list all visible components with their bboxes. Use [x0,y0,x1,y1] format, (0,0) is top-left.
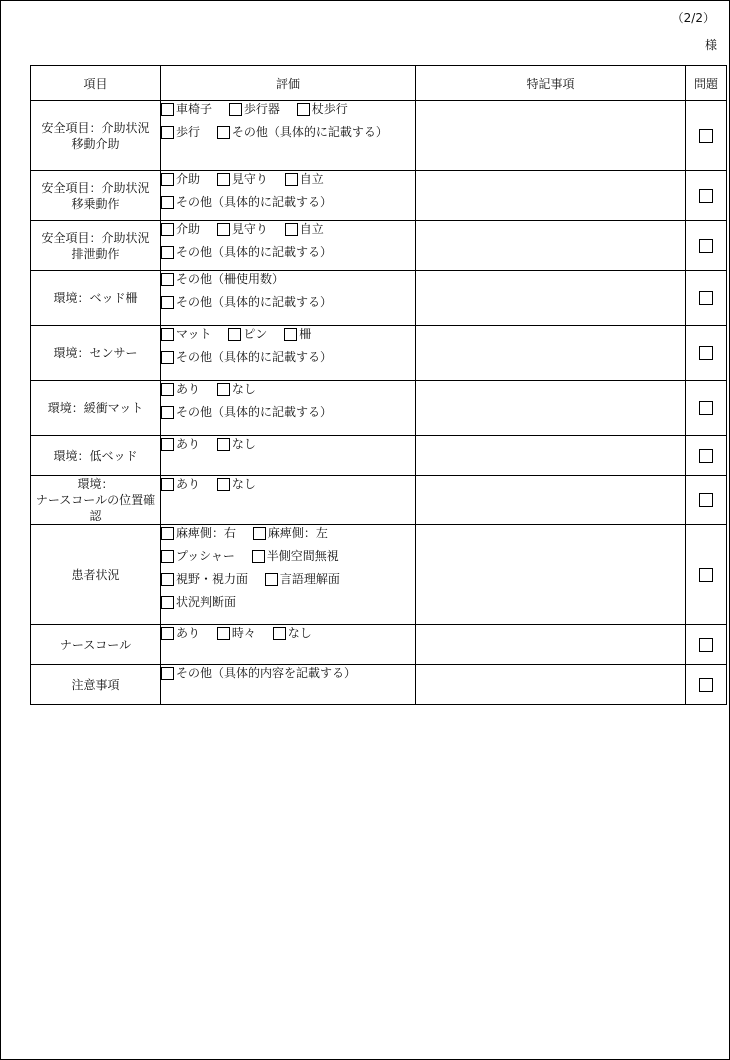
item-cell [31,476,161,525]
item-cell [31,436,161,476]
checkbox-icon[interactable] [161,667,174,680]
checkbox-icon[interactable] [161,596,174,609]
notes-cell[interactable] [416,271,686,326]
assessment-table [30,65,727,705]
checkbox-icon[interactable] [161,196,174,209]
option-checkbox[interactable]: マット [161,326,212,342]
item-cell [31,326,161,381]
table-row [31,436,727,476]
item-label: 患者状況 [71,567,120,582]
problem-checkbox[interactable] [699,678,713,692]
notes-cell[interactable] [416,221,686,271]
notes-cell[interactable] [416,436,686,476]
option-checkbox[interactable]: 麻痺側：左 [253,525,328,541]
checkbox-icon[interactable] [161,103,174,116]
table-row [31,476,727,525]
notes-cell[interactable] [416,525,686,625]
item-cell [31,665,161,705]
evaluation-cell [161,101,416,171]
item-label: 移動介助 [71,136,120,151]
patient-name-honorific: 様 [704,38,717,52]
problem-cell [686,326,727,381]
evaluation-cell [161,525,416,625]
checkbox-icon[interactable] [217,383,230,396]
item-label: 安全項目：介助状況 [41,230,150,245]
option-checkbox[interactable]: 歩行器 [229,101,280,117]
problem-cell [686,171,727,221]
checkbox-icon[interactable] [217,627,230,640]
evaluation-cell [161,171,416,221]
item-label: 環境：ベッド柵 [53,291,138,305]
header-item: 項目 [31,66,161,101]
page-number: （2/2） [671,11,715,25]
checkbox-icon[interactable] [161,296,174,309]
problem-checkbox[interactable] [699,346,713,360]
option-checkbox[interactable]: あり [161,436,200,452]
problem-checkbox[interactable] [699,129,713,143]
problem-cell [686,625,727,665]
checkbox-icon[interactable] [161,527,174,540]
table-header-row [31,66,727,101]
item-label: 環境：センサー [53,346,138,360]
checkbox-icon[interactable] [217,478,230,491]
problem-cell [686,381,727,436]
option-checkbox[interactable]: プッシャー [161,548,235,564]
evaluation-cell [161,665,416,705]
checkbox-icon[interactable] [161,438,174,451]
evaluation-cell [161,381,416,436]
item-label: 環境：緩衝マット [47,401,144,415]
notes-cell[interactable] [416,326,686,381]
notes-cell[interactable] [416,101,686,171]
checkbox-icon[interactable] [228,328,241,341]
checkbox-icon[interactable] [217,438,230,451]
option-checkbox[interactable]: 自立 [285,221,324,237]
option-checkbox[interactable]: その他（具体的に記載する） [161,244,332,260]
checkbox-icon[interactable] [285,223,298,236]
checkbox-icon[interactable] [161,383,174,396]
header-problem: 問題 [686,66,727,101]
problem-checkbox[interactable] [699,449,713,463]
problem-cell [686,665,727,705]
option-checkbox[interactable]: あり [161,476,200,492]
option-checkbox[interactable]: 半側空間無視 [252,548,339,564]
item-cell [31,271,161,326]
table-row [31,381,727,436]
option-checkbox[interactable]: その他（具体的内容を記載する） [161,665,356,681]
problem-cell [686,221,727,271]
notes-cell[interactable] [416,665,686,705]
notes-cell[interactable] [416,625,686,665]
option-checkbox[interactable]: 介助 [161,221,200,237]
checkbox-icon[interactable] [217,173,230,186]
option-checkbox[interactable]: なし [273,625,312,641]
item-cell [31,221,161,271]
notes-cell[interactable] [416,381,686,436]
option-checkbox[interactable]: その他（柵使用数） [161,271,284,287]
checkbox-icon[interactable] [161,273,174,286]
table-row [31,665,727,705]
option-checkbox[interactable]: 自立 [285,171,324,187]
checkbox-icon[interactable] [161,246,174,259]
checkbox-icon[interactable] [265,573,278,586]
problem-checkbox[interactable] [699,493,713,507]
option-checkbox[interactable]: その他（具体的に記載する） [161,349,332,365]
item-label: 移乗動作 [71,196,120,211]
item-label: 安全項目：介助状況 [41,120,150,135]
notes-cell[interactable] [416,171,686,221]
checkbox-icon[interactable] [273,627,286,640]
checkbox-icon[interactable] [297,103,310,116]
checkbox-icon[interactable] [285,173,298,186]
item-label: 環境： [77,477,114,491]
option-checkbox[interactable]: なし [217,381,256,397]
option-checkbox[interactable]: 見守り [217,171,268,187]
checkbox-icon[interactable] [161,573,174,586]
checkbox-icon[interactable] [217,126,230,139]
option-checkbox[interactable]: 車椅子 [161,101,212,117]
checkbox-icon[interactable] [217,223,230,236]
table-row [31,271,727,326]
checkbox-icon[interactable] [161,223,174,236]
problem-checkbox[interactable] [699,239,713,253]
item-label: ナースコール [59,637,132,652]
item-cell [31,171,161,221]
item-label: 環境：低ベッド [53,448,138,463]
item-cell [31,625,161,665]
item-label: 安全項目：介助状況 [41,180,150,195]
checkbox-icon[interactable] [161,550,174,563]
option-checkbox[interactable]: 視野・視力面 [161,571,248,587]
option-checkbox[interactable]: その他（具体的に記載する） [161,294,332,310]
item-label: ナースコールの位置確認 [35,493,156,523]
item-label: 排泄動作 [71,246,120,261]
table-row [31,326,727,381]
option-checkbox[interactable]: ピン [228,326,267,342]
evaluation-cell [161,221,416,271]
option-checkbox[interactable]: その他（具体的に記載する） [161,404,332,420]
option-checkbox[interactable]: 麻痺側：右 [161,525,236,541]
problem-cell [686,101,727,171]
problem-checkbox[interactable] [699,189,713,203]
notes-cell[interactable] [416,476,686,525]
checkbox-icon[interactable] [161,478,174,491]
option-checkbox[interactable]: 介助 [161,171,200,187]
option-checkbox[interactable]: 状況判断面 [161,594,236,610]
table-row [31,625,727,665]
option-checkbox[interactable]: 見守り [217,221,268,237]
problem-cell [686,436,727,476]
item-cell [31,381,161,436]
problem-cell [686,271,727,326]
item-cell [31,525,161,625]
problem-cell [686,525,727,625]
evaluation-cell [161,326,416,381]
evaluation-cell [161,625,416,665]
option-checkbox[interactable]: あり [161,381,200,397]
checkbox-icon[interactable] [229,103,242,116]
checkbox-icon[interactable] [253,527,266,540]
checkbox-icon[interactable] [252,550,265,563]
item-cell [31,101,161,171]
option-checkbox[interactable]: あり [161,625,200,641]
evaluation-cell [161,271,416,326]
checkbox-icon[interactable] [161,126,174,139]
checkbox-icon[interactable] [284,328,297,341]
problem-checkbox[interactable] [699,291,713,305]
option-checkbox[interactable]: なし [217,476,256,492]
option-checkbox[interactable]: その他（具体的に記載する） [217,124,388,140]
option-checkbox[interactable]: 言語理解面 [265,571,340,587]
table-row [31,101,727,171]
evaluation-cell [161,436,416,476]
problem-cell [686,476,727,525]
problem-checkbox[interactable] [699,401,713,415]
evaluation-cell [161,476,416,525]
header-evaluation: 評価 [161,66,416,101]
header-notes: 特記事項 [416,66,686,101]
option-checkbox[interactable]: 柵 [284,326,311,342]
checkbox-icon[interactable] [161,173,174,186]
checkbox-icon[interactable] [161,351,174,364]
option-checkbox[interactable]: なし [217,436,256,452]
checkbox-icon[interactable] [161,406,174,419]
option-checkbox[interactable]: 歩行 [161,124,200,140]
option-checkbox[interactable]: その他（具体的に記載する） [161,194,332,210]
table-row [31,525,727,625]
table-row [31,171,727,221]
option-checkbox[interactable]: 時々 [217,625,256,641]
checkbox-icon[interactable] [161,627,174,640]
checkbox-icon[interactable] [161,328,174,341]
table-row [31,221,727,271]
problem-checkbox[interactable] [699,568,713,582]
item-label: 注意事項 [71,677,120,692]
option-checkbox[interactable]: 杖歩行 [297,101,348,117]
problem-checkbox[interactable] [699,638,713,652]
